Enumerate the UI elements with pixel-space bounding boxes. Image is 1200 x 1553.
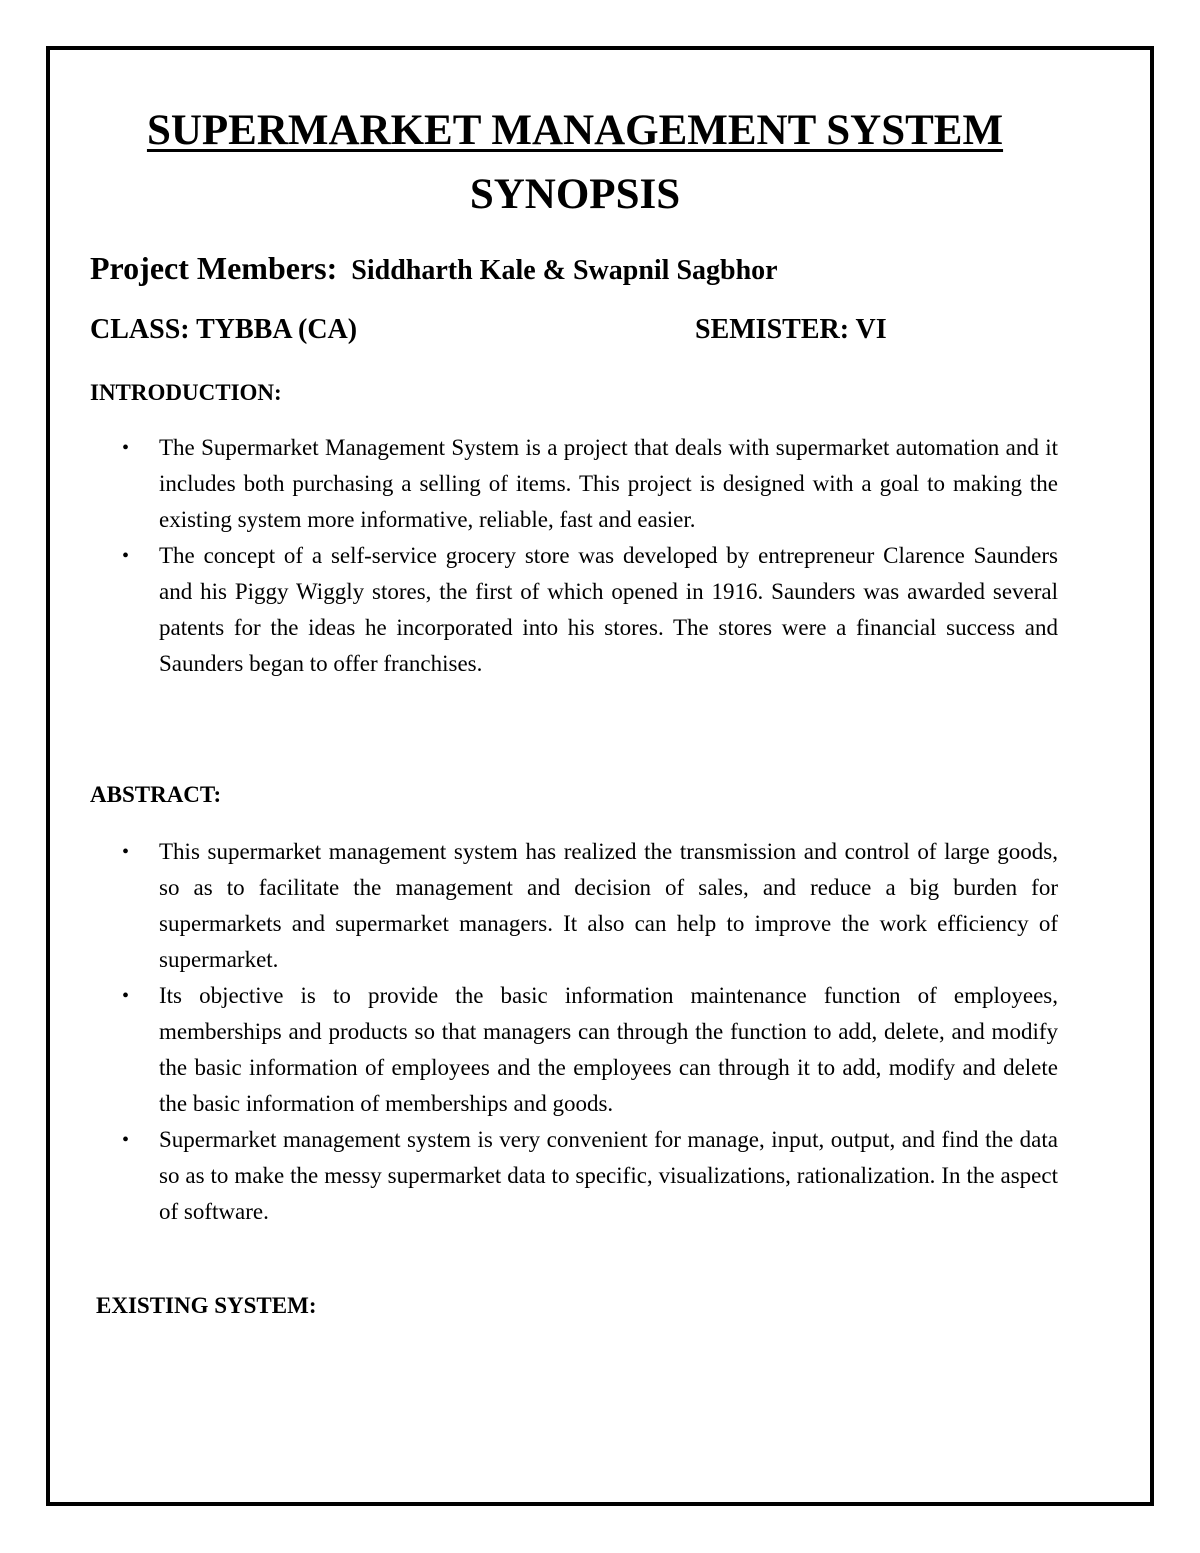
abstract-list: [122, 834, 1058, 1230]
bullet-icon: •: [122, 545, 130, 567]
list-item: [122, 834, 1058, 978]
class-info: CLASS: TYBBA (CA): [90, 314, 358, 345]
bullet-icon: •: [122, 985, 130, 1007]
semester-info: SEMISTER: VI: [695, 314, 887, 345]
bullet-icon: •: [122, 437, 130, 459]
list-item: [122, 1122, 1058, 1230]
list-item-text: The concept of a self-service grocery store was developed by entrepreneur Clarence Saunders and his Piggy Wiggly stores, the first of which opened in 1916. Saunders was awarded several patents for the ideas he incorporated into his stores. The stores were a financial success and Saunders began to offer franchises.: [159, 543, 1058, 676]
bullet-icon: •: [122, 841, 130, 863]
project-members: [90, 250, 778, 287]
list-item-text: Its objective is to provide the basic information maintenance function of employees, memberships and products so that managers can through the function to add, delete, and modify the basic information of employees and the employees can through it to add, modify and delete the basic information of memberships and goods.: [159, 983, 1058, 1116]
document-title: SUPERMARKET MANAGEMENT SYSTEM: [146, 107, 1004, 154]
list-item-text: Supermarket management system is very convenient for manage, input, output, and find the data so as to make the messy supermarket data to specific, visualizations, rationalization. In the aspect of software.: [159, 1127, 1058, 1224]
document-subtitle: SYNOPSIS: [469, 171, 681, 218]
list-item: [122, 538, 1058, 682]
list-item: [122, 978, 1058, 1122]
abstract-heading: ABSTRACT:: [90, 782, 222, 807]
members-label: Project Members:: [90, 250, 338, 286]
list-item-text: The Supermarket Management System is a project that deals with supermarket automation and it includes both purchasing a selling of items. This project is designed with a goal to making the existing system more informative, reliable, fast and easier.: [159, 435, 1058, 532]
list-item: [122, 430, 1058, 538]
list-item-text: This supermarket management system has realized the transmission and control of large goods, so as to facilitate the management and decision of sales, and reduce a big burden for supermarkets and supermarket managers. It also can help to improve the work efficiency of supermarket.: [159, 839, 1058, 972]
members-names: Siddharth Kale & Swapnil Sagbhor: [351, 255, 778, 286]
existing-system-heading: EXISTING SYSTEM:: [96, 1293, 317, 1318]
bullet-icon: •: [122, 1129, 130, 1151]
introduction-heading: INTRODUCTION:: [90, 380, 282, 405]
introduction-list: [122, 430, 1058, 682]
